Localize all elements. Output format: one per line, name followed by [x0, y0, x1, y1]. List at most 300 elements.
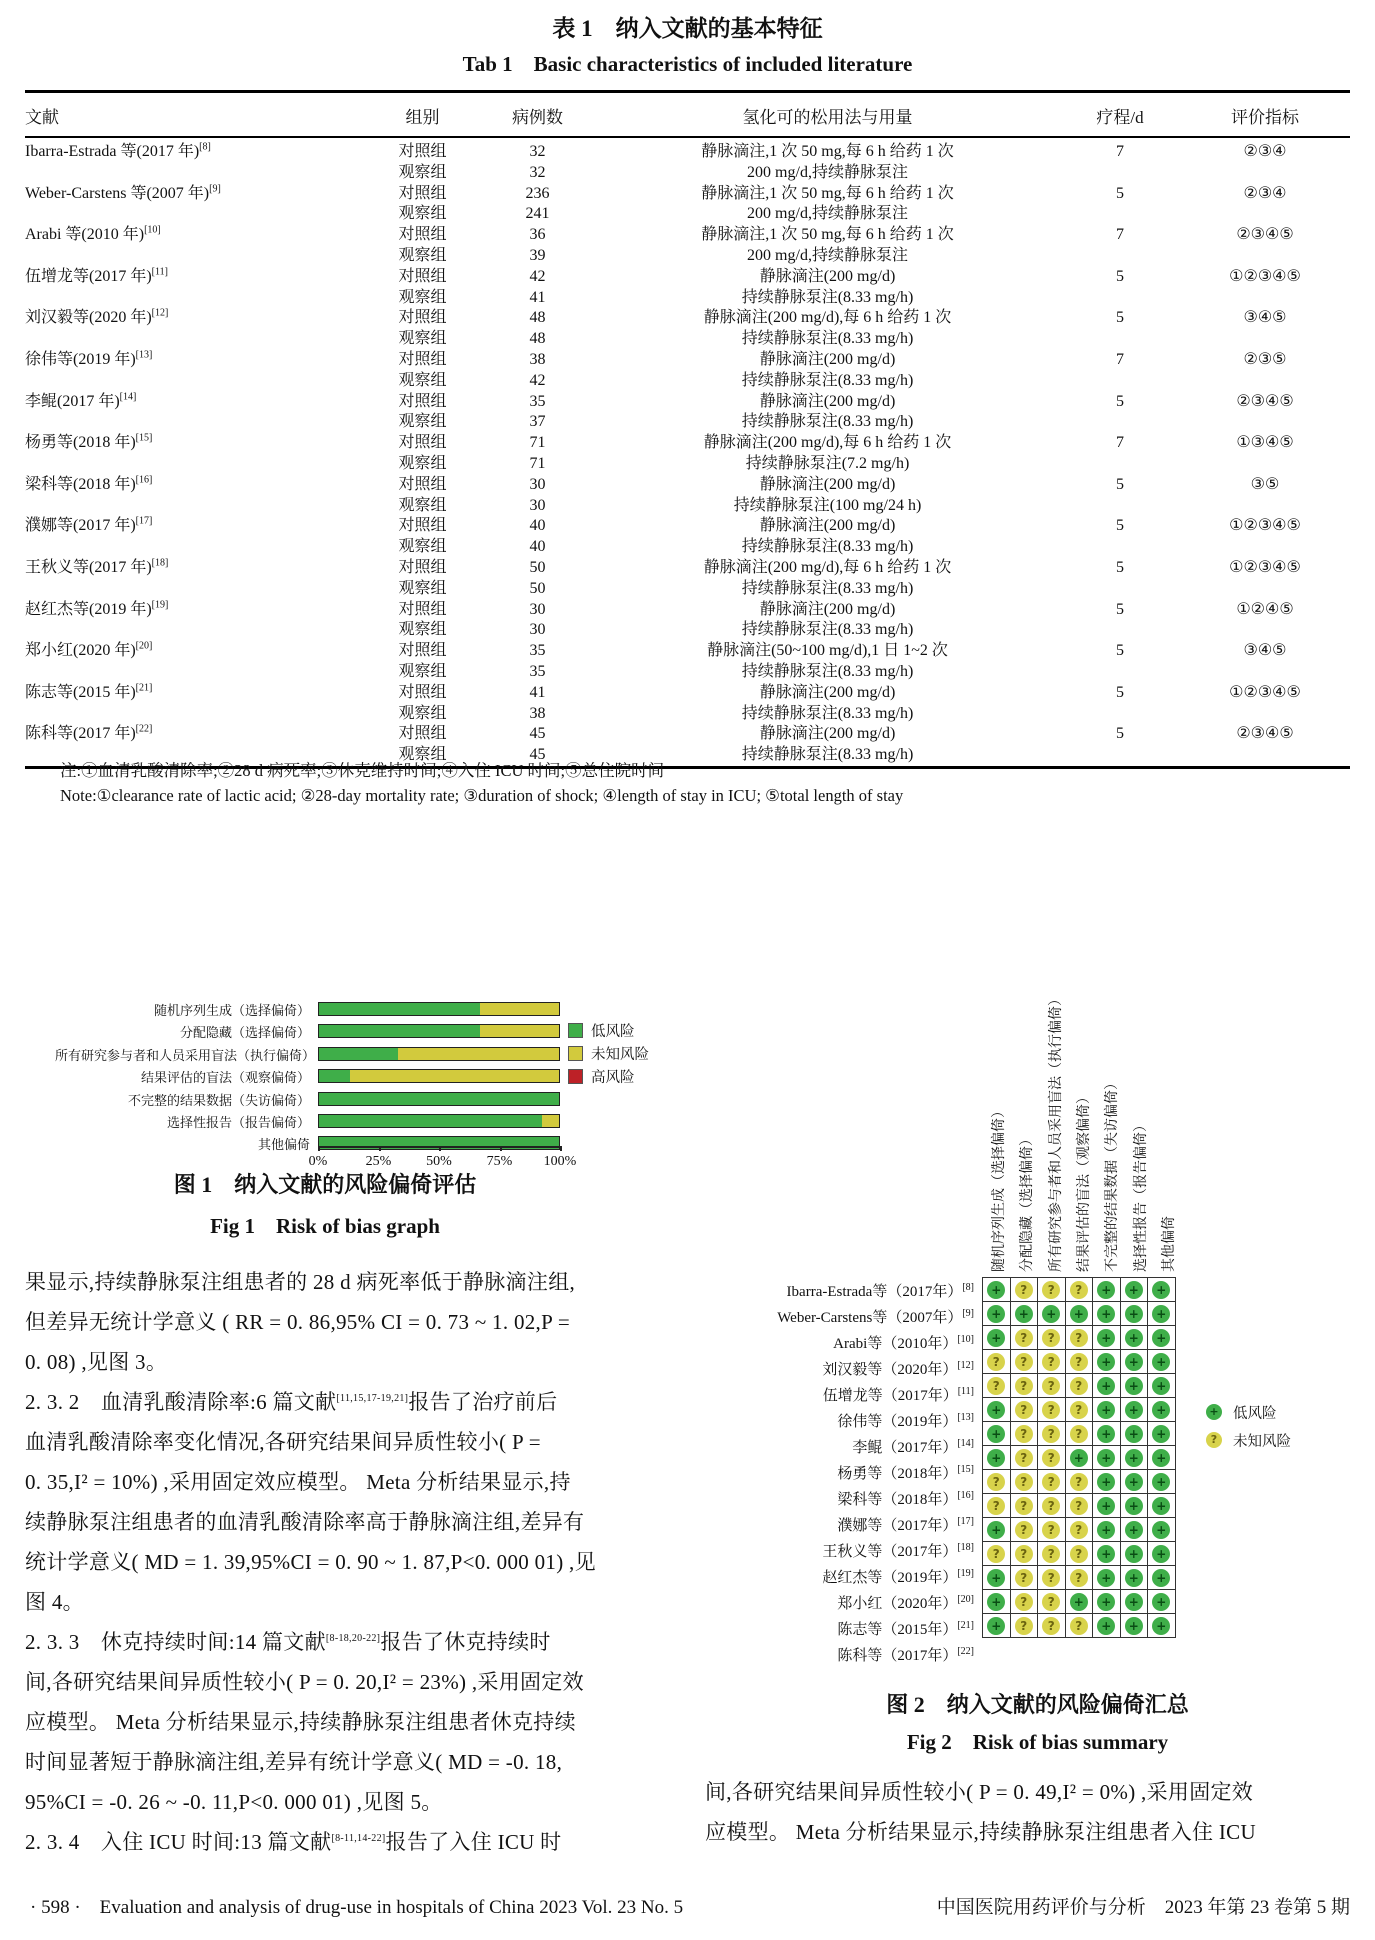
fig2-unclear-risk-dot: ?	[1015, 1329, 1033, 1347]
fig2-grid-row	[983, 1422, 1176, 1446]
cases-cell: 50	[529, 579, 546, 597]
fig2-cell	[1120, 1374, 1148, 1398]
group-cell: 观察组	[398, 704, 447, 722]
fig2-cell	[983, 1446, 1011, 1470]
fig2-unclear-risk-dot: ?	[1015, 1353, 1033, 1371]
fig2-cell	[1093, 1446, 1121, 1470]
fig2-grid-row	[983, 1518, 1176, 1542]
body-text-line-right: 应模型。 Meta 分析结果显示,持续静脉泵注组患者入住 ICU	[705, 1820, 1256, 1844]
fig1-x-tick-label: 75%	[486, 1154, 513, 1169]
fig2-legend-dot	[1206, 1402, 1222, 1420]
usage-cell: 静脉滴注(200 mg/d)	[759, 517, 896, 535]
body-text-line-left: 2. 3. 3 休克持续时间:14 篇文献[8-18,20-22]报告了休克持续时	[25, 1630, 551, 1654]
fig2-cell	[1120, 1494, 1148, 1518]
fig2-unclear-risk-dot: ?	[1042, 1329, 1060, 1347]
fig2-cell	[1120, 1590, 1148, 1614]
fig1-bar-segment-低风险	[319, 1093, 559, 1105]
fig1-x-tick-label: 100%	[543, 1154, 577, 1169]
study-name: 王秋义等(2017 年)[18]	[25, 557, 169, 576]
fig2-low-risk-dot: +	[1152, 1545, 1170, 1563]
fig2-low-risk-dot: +	[1097, 1353, 1115, 1371]
fig2-unclear-risk-dot: ?	[1070, 1569, 1088, 1587]
indicators-cell: ③⑤	[1250, 475, 1280, 493]
usage-cell: 持续静脉泵注(8.33 mg/h)	[741, 330, 914, 348]
fig2-low-risk-dot: +	[1070, 1593, 1088, 1611]
fig2-caption-en: Fig 2 Risk of bias summary	[906, 1730, 1169, 1754]
indicators-cell	[1180, 412, 1350, 433]
indicators-cell	[1180, 496, 1350, 517]
fig2-low-risk-dot: +	[1152, 1593, 1170, 1611]
fig2-row-label: 李鲲（2017年）[14]	[852, 1438, 974, 1456]
fig2-low-risk-dot: +	[987, 1569, 1005, 1587]
fig1-x-tick-label: 25%	[365, 1154, 392, 1169]
fig2-cell	[1148, 1542, 1176, 1566]
fig2-legend-label: 低风险	[1233, 1406, 1277, 1422]
fig2-cell	[1148, 1398, 1176, 1422]
course-cell: 5	[1116, 683, 1124, 701]
fig2-unclear-risk-dot: ?	[1015, 1569, 1033, 1587]
usage-cell: 持续静脉泵注(8.33 mg/h)	[741, 538, 914, 556]
fig2-legend-unclear-dot: ?	[1206, 1432, 1222, 1448]
cases-cell: 30	[529, 621, 546, 639]
fig2-unclear-risk-dot: ?	[1015, 1617, 1033, 1635]
group-cell: 观察组	[398, 413, 447, 431]
fig2-cell	[1093, 1614, 1121, 1638]
cases-cell: 50	[529, 558, 546, 576]
study-row	[25, 683, 1350, 704]
fig2-low-risk-dot: +	[1125, 1545, 1143, 1563]
fig2-cell	[1038, 1566, 1066, 1590]
body-text-line-left: 间,各研究结果间异质性较小( P = 0. 20,I² = 23%) ,采用固定效	[25, 1670, 584, 1694]
fig2-low-risk-dot: +	[1097, 1305, 1115, 1323]
fig2-unclear-risk-dot: ?	[1042, 1425, 1060, 1443]
course-cell: 5	[1116, 558, 1124, 576]
fig2-cell	[1120, 1446, 1148, 1470]
fig2-low-risk-dot: +	[1152, 1449, 1170, 1467]
fig2-cell	[1148, 1566, 1176, 1590]
body-text-line-left: 2. 3. 4 入住 ICU 时间:13 篇文献[8-11,14-22]报告了入住 ICU 时	[25, 1830, 562, 1854]
body-text-line-left: 图 4。	[25, 1590, 84, 1614]
fig2-cell	[1093, 1350, 1121, 1374]
fig2-unclear-risk-dot: ?	[1015, 1425, 1033, 1443]
fig2-low-risk-dot: +	[1152, 1281, 1170, 1299]
fig2-cell	[1120, 1566, 1148, 1590]
usage-cell: 持续静脉泵注(8.33 mg/h)	[741, 371, 914, 389]
fig1-category-label: 所有研究参与者和人员采用盲法（执行偏倚）	[55, 1047, 316, 1063]
fig2-cell	[1093, 1422, 1121, 1446]
fig2-low-risk-dot: +	[1125, 1401, 1143, 1419]
fig2-unclear-risk-dot: ?	[987, 1545, 1005, 1563]
body-text-line-left: 时间显著短于静脉滴注组,差异有统计学意义( MD = -0. 18,	[25, 1750, 563, 1774]
fig2-cell	[1093, 1542, 1121, 1566]
fig2-cell	[1148, 1614, 1176, 1638]
fig2-cell	[1093, 1302, 1121, 1326]
fig2-cell	[983, 1542, 1011, 1566]
group-cell: 观察组	[398, 538, 447, 556]
fig1-x-tick	[379, 1146, 381, 1151]
group-cell: 对照组	[398, 309, 447, 327]
fig2-cell	[983, 1518, 1011, 1542]
fig2-cell	[1038, 1302, 1066, 1326]
study-row	[25, 308, 1350, 329]
fig2-cell	[1120, 1470, 1148, 1494]
usage-cell: 静脉滴注(200 mg/d)	[759, 267, 896, 285]
fig2-unclear-risk-dot: ?	[1042, 1473, 1060, 1491]
fig2-cell	[1010, 1566, 1038, 1590]
indicators-cell	[1180, 745, 1350, 767]
indicators-cell	[1180, 329, 1350, 350]
cases-cell: 30	[529, 496, 546, 514]
study-name-empty	[25, 204, 365, 225]
fig2-cell	[983, 1398, 1011, 1422]
study-row	[25, 704, 1350, 725]
usage-cell: 静脉滴注,1 次 50 mg,每 6 h 给药 1 次	[701, 184, 954, 202]
group-cell: 对照组	[398, 683, 447, 701]
course-cell: 5	[1116, 517, 1124, 535]
cases-cell: 30	[529, 475, 546, 493]
course-cell	[1060, 412, 1180, 433]
fig2-low-risk-dot: +	[1042, 1305, 1060, 1323]
group-cell: 观察组	[398, 496, 447, 514]
cases-cell: 38	[529, 704, 546, 722]
fig2-low-risk-dot: +	[987, 1401, 1005, 1419]
course-cell	[1060, 704, 1180, 725]
usage-cell: 持续静脉泵注(8.33 mg/h)	[741, 746, 914, 764]
fig1-bar	[318, 1047, 560, 1061]
fig2-cell	[1093, 1590, 1121, 1614]
fig2-low-risk-dot: +	[1125, 1593, 1143, 1611]
fig2-row-label: Ibarra-Estrada等（2017年）[8]	[786, 1282, 974, 1300]
fig2-unclear-risk-dot: ?	[1070, 1281, 1088, 1299]
col-header-course: 疗程/d	[1060, 92, 1180, 138]
fig2-cell	[983, 1326, 1011, 1350]
fig2-grid-row	[983, 1494, 1176, 1518]
fig2-cell	[983, 1422, 1011, 1446]
indicators-cell: ①②③④⑤	[1229, 683, 1301, 701]
table-body	[25, 137, 1350, 767]
fig1-category-label: 选择性报告（报告偏倚）	[166, 1115, 310, 1130]
usage-cell: 静脉滴注(200 mg/d)	[759, 475, 896, 493]
fig2-cell	[1065, 1374, 1093, 1398]
fig1-bar-segment-低风险	[319, 1115, 542, 1127]
cases-cell: 30	[529, 600, 546, 618]
cases-cell: 45	[529, 746, 546, 764]
fig2-unclear-risk-dot: ?	[1042, 1401, 1060, 1419]
course-cell	[1060, 204, 1180, 225]
fig2-grid-row	[983, 1278, 1176, 1302]
course-cell	[1060, 496, 1180, 517]
fig2-cell	[1065, 1590, 1093, 1614]
fig2-cell	[1093, 1278, 1121, 1302]
fig1-bar	[318, 1069, 560, 1083]
fig2-unclear-risk-dot: ?	[1070, 1377, 1088, 1395]
fig2-cell	[1010, 1278, 1038, 1302]
group-cell: 观察组	[398, 288, 447, 306]
fig2-cell	[1065, 1302, 1093, 1326]
fig2-cell	[1093, 1470, 1121, 1494]
fig1-x-tick	[500, 1146, 502, 1151]
fig2-cell	[1065, 1470, 1093, 1494]
fig2-row-label: 郑小红（2020年）[20]	[837, 1594, 974, 1612]
usage-cell: 持续静脉泵注(8.33 mg/h)	[741, 662, 914, 680]
fig2-low-risk-dot: +	[1125, 1497, 1143, 1515]
fig1-bar-segment-未知风险	[480, 1003, 559, 1015]
fig2-cell	[1038, 1494, 1066, 1518]
fig2-cell	[1093, 1494, 1121, 1518]
fig2-cell	[1065, 1398, 1093, 1422]
group-cell: 观察组	[398, 163, 447, 181]
group-cell: 对照组	[398, 558, 447, 576]
fig2-column-header: 选择性报告（报告偏倚）	[1133, 1118, 1149, 1272]
fig1-category-label: 结果评估的盲法（观察偏倚）	[140, 1070, 310, 1086]
fig2-unclear-risk-dot: ?	[1070, 1497, 1088, 1515]
fig2-low-risk-dot: +	[1070, 1449, 1088, 1467]
fig1-bar-segment-低风险	[319, 1048, 398, 1060]
study-row	[25, 184, 1350, 205]
fig2-unclear-risk-dot: ?	[1015, 1449, 1033, 1467]
usage-cell: 静脉滴注(200 mg/d)	[759, 350, 896, 368]
fig2-grid-row	[983, 1566, 1176, 1590]
table-header-row	[25, 92, 1350, 138]
fig2-column-header: 随机序列生成（选择偏倚）	[992, 1104, 1007, 1272]
fig2-low-risk-dot: +	[987, 1425, 1005, 1443]
body-text-line-left: 果显示,持续静脉泵注组患者的 28 d 病死率低于静脉滴注组,	[25, 1270, 576, 1294]
col-header-group: 组别	[365, 92, 480, 138]
fig1-category-label: 分配隐藏（选择偏倚）	[179, 1025, 310, 1041]
group-cell: 观察组	[398, 454, 447, 472]
fig1-legend-swatch	[568, 1069, 583, 1084]
cases-cell: 32	[529, 163, 546, 181]
body-text-line-left: 2. 3. 2 血清乳酸清除率:6 篇文献[11,15,17-19,21]报告了治疗前后	[25, 1390, 558, 1414]
body-text-line-left: 续静脉泵注组患者的血清乳酸清除率高于静脉滴注组,差异有	[25, 1510, 585, 1534]
fig2-low-risk-dot: +	[1125, 1473, 1143, 1491]
fig2-cell	[1148, 1422, 1176, 1446]
fig2-unclear-risk-dot: ?	[987, 1497, 1005, 1515]
course-cell: 5	[1116, 309, 1124, 327]
fig1-bar-segment-低风险	[319, 1025, 480, 1037]
indicators-cell: ①②③④⑤	[1229, 267, 1301, 285]
indicators-cell	[1180, 620, 1350, 641]
study-row	[25, 662, 1350, 683]
course-cell	[1060, 371, 1180, 392]
indicators-cell	[1180, 204, 1350, 225]
fig1-legend-label: 低风险	[591, 1024, 635, 1040]
fig2-cell	[1093, 1326, 1121, 1350]
fig2-cell	[1010, 1470, 1038, 1494]
group-cell: 对照组	[398, 517, 447, 535]
indicators-cell: ②③④	[1243, 143, 1287, 160]
fig2-legend-low-dot: +	[1206, 1404, 1222, 1420]
fig2-cell	[1148, 1494, 1176, 1518]
fig2-unclear-risk-dot: ?	[1015, 1593, 1033, 1611]
study-name: 郑小红(2020 年)[20]	[25, 641, 153, 660]
study-name: Weber-Carstens 等(2007 年)[9]	[25, 183, 221, 202]
fig1-x-tick	[439, 1146, 441, 1151]
fig2-cell	[983, 1590, 1011, 1614]
study-row	[25, 579, 1350, 600]
fig2-unclear-risk-dot: ?	[1070, 1425, 1088, 1443]
fig2-low-risk-dot: +	[1097, 1425, 1115, 1443]
fig1-bar	[318, 1114, 560, 1128]
indicators-cell: ②③④⑤	[1236, 725, 1294, 743]
fig1-bar-segment-未知风险	[480, 1025, 559, 1037]
cases-cell: 35	[529, 392, 546, 410]
course-cell: 5	[1116, 475, 1124, 493]
fig2-cell	[1010, 1302, 1038, 1326]
fig2-low-risk-dot: +	[987, 1617, 1005, 1635]
study-row	[25, 350, 1350, 371]
cases-cell: 35	[529, 642, 546, 660]
fig2-row-label: 梁科等（2018年）[16]	[837, 1490, 974, 1508]
fig2-unclear-risk-dot: ?	[1042, 1281, 1060, 1299]
study-name-empty	[25, 579, 365, 600]
fig2-unclear-risk-dot: ?	[1015, 1545, 1033, 1563]
fig1-bar	[318, 1002, 560, 1016]
indicators-cell	[1180, 371, 1350, 392]
fig2-low-risk-dot: +	[1097, 1329, 1115, 1347]
fig2-cell	[983, 1494, 1011, 1518]
group-cell: 对照组	[398, 350, 447, 368]
indicators-cell: ②③④	[1243, 184, 1287, 202]
study-name-empty	[25, 371, 365, 392]
fig2-cell	[1038, 1542, 1066, 1566]
cases-cell: 45	[529, 725, 546, 743]
fig2-column-header: 不完整的结果数据（失访偏倚）	[1105, 1076, 1121, 1272]
study-row	[25, 329, 1350, 350]
usage-cell: 静脉滴注(200 mg/d),每 6 h 给药 1 次	[703, 558, 952, 576]
fig1-category-label: 其他偏倚	[257, 1137, 310, 1153]
study-row	[25, 412, 1350, 433]
fig1-legend-label: 高风险	[591, 1070, 635, 1086]
fig2-cell	[1120, 1518, 1148, 1542]
course-cell: 5	[1116, 392, 1124, 410]
fig2-cell	[1148, 1326, 1176, 1350]
fig2-low-risk-dot: +	[1152, 1377, 1170, 1395]
study-row	[25, 558, 1350, 579]
study-name: 刘汉毅等(2020 年)[12]	[25, 308, 169, 327]
fig2-cell	[1093, 1518, 1121, 1542]
fig2-unclear-risk-dot: ?	[1015, 1497, 1033, 1515]
col-header-usage: 氢化可的松用法与用量	[595, 92, 1060, 138]
fig2-cell	[1120, 1398, 1148, 1422]
fig2-cell	[1120, 1302, 1148, 1326]
group-cell: 对照组	[398, 600, 447, 618]
study-row	[25, 454, 1350, 475]
fig2-unclear-risk-dot: ?	[1042, 1569, 1060, 1587]
col-header-indicators: 评价指标	[1180, 92, 1350, 138]
cases-cell: 37	[529, 413, 546, 431]
group-cell: 对照组	[398, 267, 447, 285]
fig2-cell	[1038, 1326, 1066, 1350]
study-name: Arabi 等(2010 年)[10]	[25, 225, 161, 244]
indicators-cell	[1180, 288, 1350, 309]
fig2-low-risk-dot: +	[1097, 1521, 1115, 1539]
fig2-cell	[1010, 1326, 1038, 1350]
fig2-unclear-risk-dot: ?	[1042, 1617, 1060, 1635]
fig2-cell	[1010, 1518, 1038, 1542]
course-cell	[1060, 620, 1180, 641]
body-text-line-right: 间,各研究结果间异质性较小( P = 0. 49,I² = 0%) ,采用固定效	[705, 1780, 1254, 1804]
fig2-cell	[1148, 1470, 1176, 1494]
fig2-grid-row	[983, 1590, 1176, 1614]
course-cell	[1060, 454, 1180, 475]
course-cell: 5	[1116, 642, 1124, 660]
fig2-grid-row	[983, 1374, 1176, 1398]
indicators-cell: ②③④⑤	[1236, 392, 1294, 410]
fig2-low-risk-dot: +	[1097, 1473, 1115, 1491]
fig2-cell	[1038, 1422, 1066, 1446]
fig1-legend-label: 未知风险	[591, 1047, 649, 1063]
fig2-cell	[1010, 1422, 1038, 1446]
group-cell: 观察组	[398, 746, 447, 764]
fig2-unclear-risk-dot: ?	[1015, 1377, 1033, 1395]
fig2-cell	[1065, 1446, 1093, 1470]
indicators-cell: ②③⑤	[1243, 350, 1287, 368]
course-cell: 7	[1116, 143, 1124, 160]
fig1-category-label: 不完整的结果数据（失访偏倚）	[127, 1092, 310, 1108]
fig2-grid-row	[983, 1398, 1176, 1422]
fig2-cell	[1010, 1542, 1038, 1566]
study-row	[25, 137, 1350, 163]
cases-cell: 38	[529, 350, 546, 368]
fig2-grid-row	[983, 1542, 1176, 1566]
fig2-legend-label: 未知风险	[1233, 1434, 1291, 1450]
study-row	[25, 496, 1350, 517]
fig2-grid-row	[983, 1326, 1176, 1350]
indicators-cell: ②③④⑤	[1236, 226, 1294, 244]
fig2-row-label: 王秋义等（2017年）[18]	[822, 1542, 974, 1560]
study-row	[25, 163, 1350, 184]
cases-cell: 32	[529, 143, 546, 160]
fig2-unclear-risk-dot: ?	[1070, 1329, 1088, 1347]
indicators-cell	[1180, 579, 1350, 600]
cases-cell: 48	[529, 309, 546, 327]
fig2-cell	[1093, 1566, 1121, 1590]
fig2-grid-row	[983, 1614, 1176, 1638]
indicators-cell	[1180, 704, 1350, 725]
study-row	[25, 724, 1350, 745]
cases-cell: 39	[529, 246, 546, 264]
fig1-bar-segment-未知风险	[398, 1048, 559, 1060]
fig2-cell	[1065, 1542, 1093, 1566]
study-name: 伍增龙等(2017 年)[11]	[25, 266, 168, 285]
cases-cell: 41	[529, 288, 546, 306]
fig1-bar-segment-低风险	[319, 1003, 480, 1015]
fig2-row-label: Weber-Carstens等（2007年）[9]	[777, 1308, 974, 1326]
usage-cell: 持续静脉泵注(7.2 mg/h)	[745, 454, 910, 472]
course-cell: 5	[1116, 600, 1124, 618]
study-row	[25, 475, 1350, 496]
fig2-unclear-risk-dot: ?	[1015, 1521, 1033, 1539]
study-row	[25, 433, 1350, 454]
fig2-cell	[1148, 1590, 1176, 1614]
fig2-grid-row	[983, 1446, 1176, 1470]
fig1-bar-segment-未知风险	[542, 1115, 559, 1127]
usage-cell: 持续静脉泵注(8.33 mg/h)	[741, 413, 914, 431]
indicators-cell	[1180, 246, 1350, 267]
fig2-cell	[1038, 1518, 1066, 1542]
study-row	[25, 537, 1350, 558]
fig2-unclear-risk-dot: ?	[1070, 1473, 1088, 1491]
cases-cell: 42	[529, 371, 546, 389]
fig1-legend-swatch	[568, 1046, 583, 1061]
fig2-cell	[1120, 1614, 1148, 1638]
usage-cell: 持续静脉泵注(100 mg/24 h)	[733, 496, 922, 514]
fig2-low-risk-dot: +	[1152, 1521, 1170, 1539]
fig2-row-label: Arabi等（2010年）[10]	[833, 1334, 974, 1352]
study-row	[25, 371, 1350, 392]
course-cell: 5	[1116, 267, 1124, 285]
